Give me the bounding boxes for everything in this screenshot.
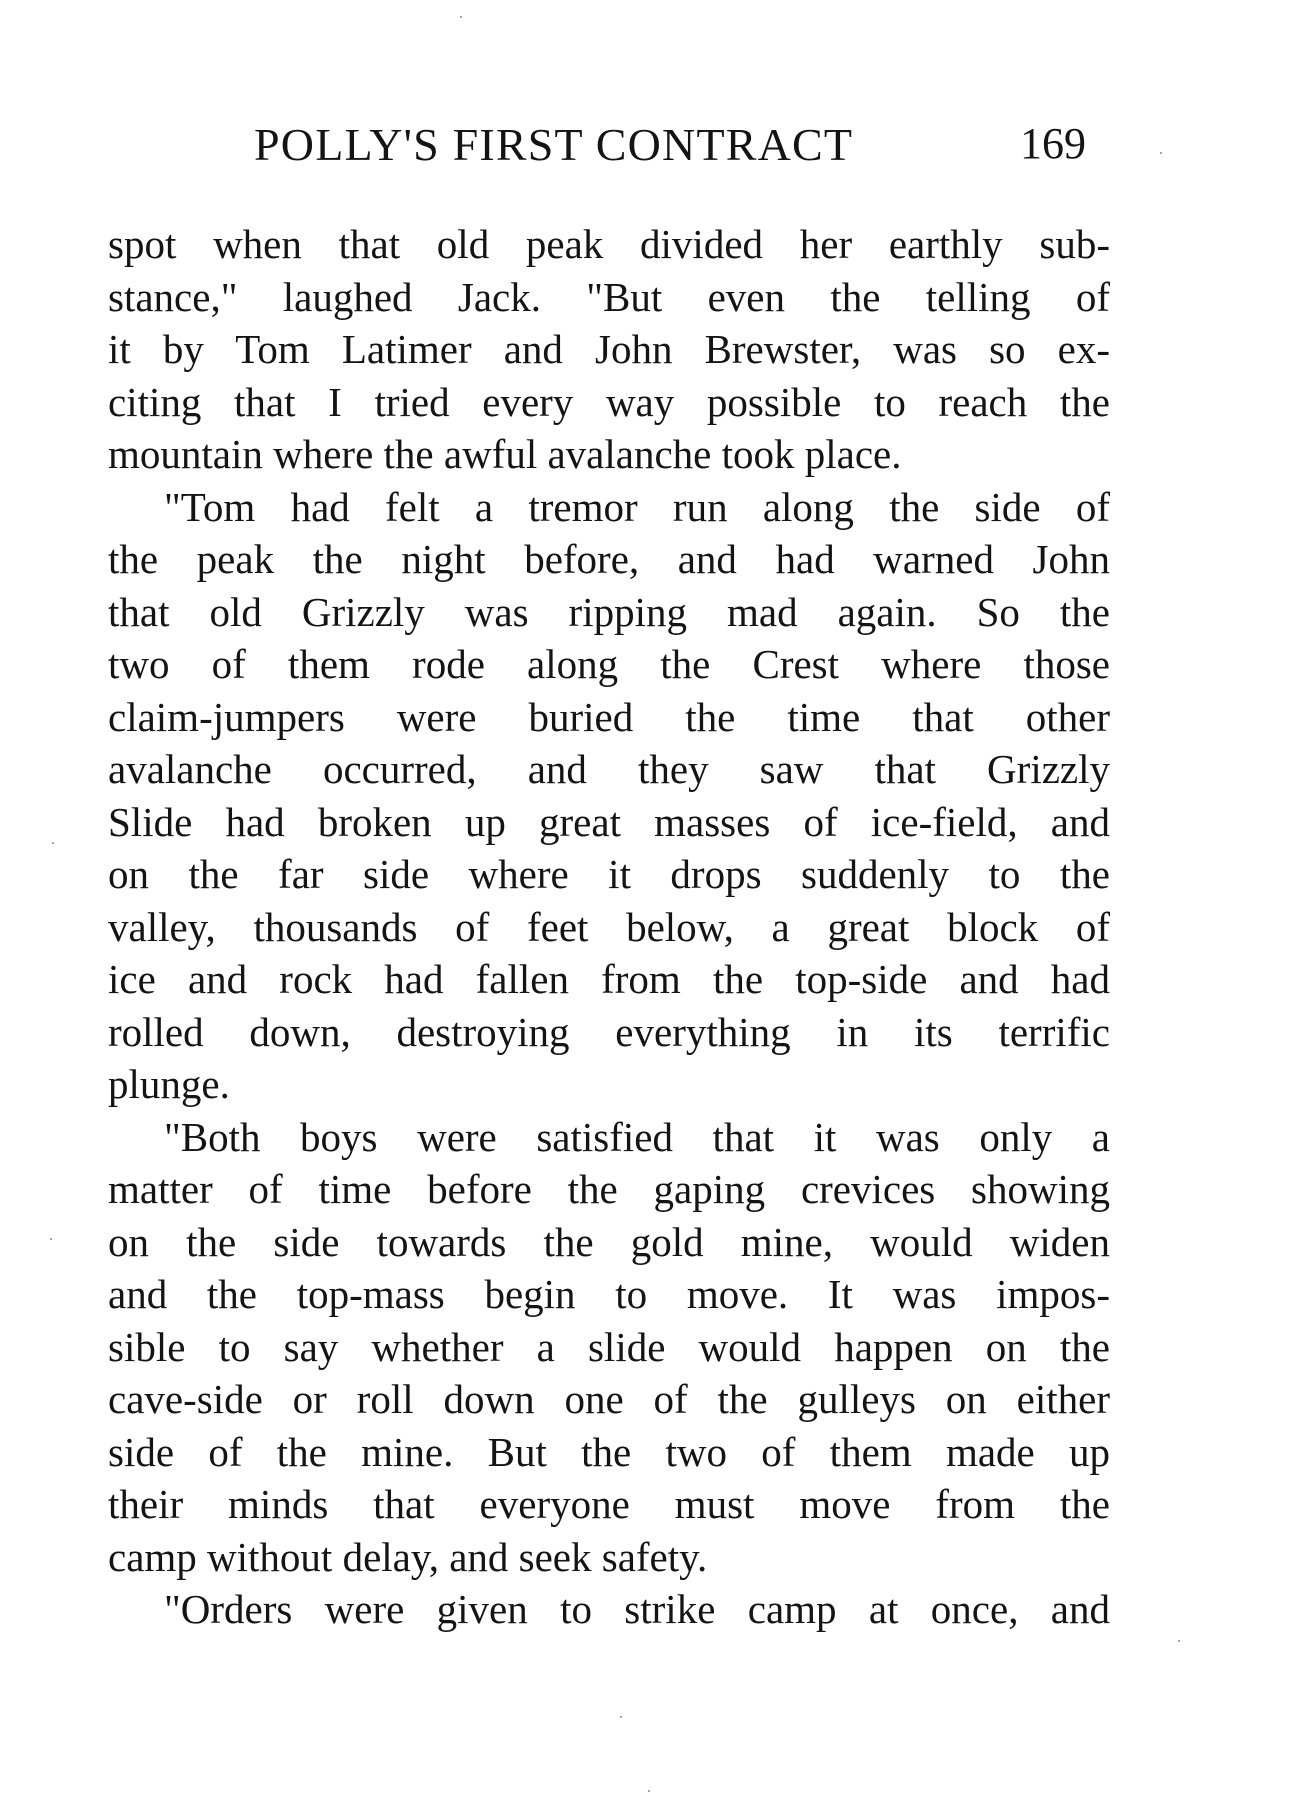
text-line: and the top-mass begin to move. It was impos- [108,1271,1110,1317]
text-line: stance," laughed Jack. "But even the telling of [108,273,1110,320]
scan-speck [1160,152,1162,154]
text-line: spot when that old peak divided her earthly sub- [108,221,1110,267]
text-line: rolled down, destroying everything in its terrific [108,1008,1110,1055]
text-line: it by Tom Latimer and John Brewster, was so ex- [108,326,1110,372]
text-line: camp without delay, and seek safety. [108,1533,708,1580]
text-line: two of them rode along the Crest where those [108,641,1110,687]
text-line: cave-side or roll down one of the gulleys on either [108,1376,1110,1422]
text-line: Slide had broken up great masses of ice-field, and [108,798,1110,845]
text-line: "Orders were given to strike camp at once, and [164,1586,1110,1632]
page-number: 169 [1020,119,1086,168]
text-line: plunge. [108,1061,230,1107]
scan-speck [648,1790,650,1792]
text-line: side of the mine. But the two of them made up [108,1428,1110,1475]
text-line: matter of time before the gaping crevices showing [108,1166,1110,1212]
running-title: POLLY'S FIRST CONTRACT [254,119,854,170]
text-line: ice and rock had fallen from the top-side and had [108,956,1110,1002]
text-line: sible to say whether a slide would happen on the [108,1323,1110,1370]
text-line: on the side towards the gold mine, would widen [108,1218,1110,1265]
text-line: claim-jumpers were buried the time that other [108,693,1110,740]
text-line: mountain where the awful avalanche took place. [108,431,902,477]
text-line: "Tom had felt a tremor run along the side of [164,483,1110,530]
scan-speck [50,1238,52,1240]
scan-speck [52,842,54,844]
body-text [108,218,1110,1636]
text-line: on the far side where it drops suddenly to the [108,851,1110,897]
text-line: their minds that everyone must move from the [108,1481,1110,1527]
text-line: valley, thousands of feet below, a great block of [108,903,1110,950]
running-head [0,118,1301,178]
text-line: avalanche occurred, and they saw that Grizzly [108,746,1110,792]
scan-speck [1178,1640,1180,1642]
scan-speck [620,1716,622,1718]
text-line: that old Grizzly was ripping mad again. So the [108,588,1110,635]
scan-speck [460,16,462,18]
text-line: citing that I tried every way possible to reach the [108,378,1110,425]
text-line: "Both boys were satisfied that it was only a [164,1113,1110,1160]
text-line: the peak the night before, and had warned John [108,536,1110,582]
